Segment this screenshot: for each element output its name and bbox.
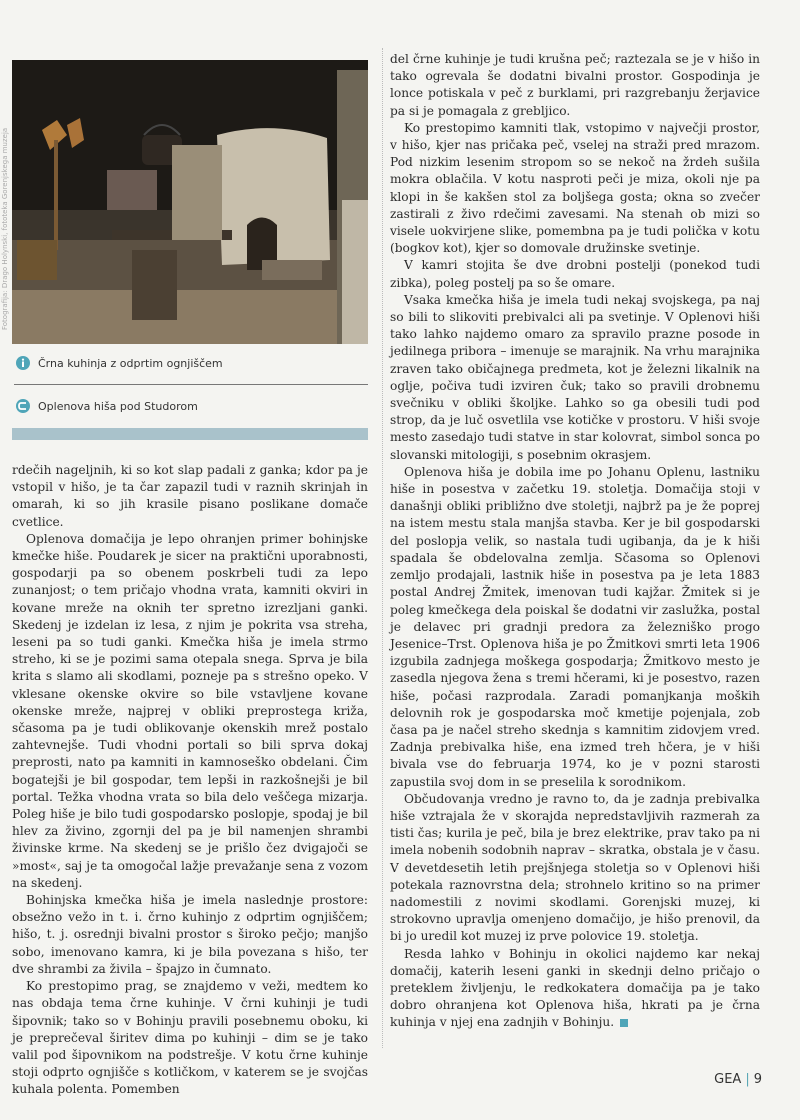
photo-credit: Fotografija: Drago Holynski, fototeka Gorenjskega muzeja	[1, 127, 9, 330]
paragraph: Bohinjska kmečka hiša je imela naslednje prostore: obsežno vežo in t. i. črno kuhinjo z odprtim ognjiščem; hišo, t. j. osrednji bivalni prostor s široko pečjo; manjšo sobo, imenovano kamra, ki je bila povezana s hišo, ter dve shrambi za živila – špajzo in čumnato.	[12, 893, 368, 976]
paragraph: rdečih nageljnih, ki so kot slap padali z ganka; kdor pa je vstopil v hišo, je ta čar zapazil tudi v raznih skrinjah in omarah, ki so jih krasile pisano poslikane domače cvetlice.	[12, 463, 368, 529]
paragraph: Oplenova domačija je lepo ohranjen primer bohinjske kmečke hiše. Poudarek je sicer na praktični uporabnosti, gospodarji pa so obenem poskrbeli tudi za lepo zunanjost; o tem pričajo vhodna vrata, kamniti okviri in kovane mreže na oknih ter spretno izrezljani ganki. Skedenj je izdelan iz lesa, z njim je pokrita vsa streha, leseni pa so tudi ganki. Kmečka hiša je imela strmo streho, ki se je pozimi sama otepala snega. Sprva je bila krita s slamo ali skodlami, pozneje pa s strešno opeko. V vklesane okenske okvire so bile vstavljene kovane okenske mreže, najprej v obliki preprostega križa, sčasoma pa je tudi oblikovanje okenskih mrež postalo zahtevnejše. Tudi vhodni portali so bili sprva dokaj preprosti, nato pa kamniti in kamnoseško obdelani. Čim bogatejši je bil gospodar, tem lepši in razkošnejši je bil portal. Težka vhodna vrata so bila delo veščega mizarja. Poleg hiše je bilo tudi gospodarsko poslopje, spodaj je bil hlev za živino, zgornji del pa je bil namenjen shrambi živinske krme. Na skedenj se je prišlo čez dvigajoči se »most«, saj je ta omogočal lažje prevažanje sena z vozom na skedenj.	[12, 531, 368, 890]
photo-caption-2	[16, 399, 198, 413]
magazine-name: GEA	[714, 1072, 742, 1087]
arrow-turn-icon	[16, 399, 30, 413]
end-mark-icon	[620, 1019, 628, 1027]
kitchen-photo	[12, 60, 368, 344]
left-text-column	[12, 462, 368, 1099]
page-number: 9	[753, 1072, 762, 1087]
paragraph: Ko prestopimo prag, se znajdemo v veži, medtem ko nas obdaja tema črne kuhinje. V črni kuhinji je tudi šipovnik; tako so v Bohinju pravili posebnemu oboku, ki je preprečeval širitev dima po kuhinji – dim se je tako valil pod šipovnikom na podstrešje. V kotu črne kuhinje stoji odprto ognjišče s kotličkom, v katerem se je svojčas kuhala polenta. Pomemben	[12, 979, 368, 1097]
caption-text-2: Oplenova hiša pod Studorom	[38, 399, 198, 413]
info-i-icon	[16, 356, 30, 370]
caption-divider	[14, 384, 368, 385]
right-text-column	[390, 51, 760, 1032]
paragraph: del črne kuhinje je tudi krušna peč; raztezala se je v hišo in tako ogrevala še dodatni bivalni prostor. Gospodinja je lonce potiskala v peč z burklami, pri razgrebanju žerjavice pa si je pomagala z grebljico.	[390, 52, 760, 118]
black-kitchen-illustration	[12, 60, 368, 344]
paragraph: Vsaka kmečka hiša je imela tudi nekaj svojskega, pa naj so bili to slikoviti prebivalci ali pa svetinje. V Oplenovi hiši tako lahko najdemo omaro za spravilo prazne posode in jedilnega pribora – imenuje se marajnik. Na vrhu marajnika zraven tako običajnega predmeta, kot je železni likalnik na oglje, počiva tudi izviren čuk; tako so pravili drobnemu svečniku v obliki školjke. Lahko so ga obesili tudi pod strop, da je luč osvetlila vse kotičke v prostoru. V hiši svoje mesto zasedajo tudi statve in star kolovrat, simbol sonca po slovanski mitologiji, s posebnim okrasjem.	[390, 292, 760, 462]
paragraph-last	[390, 946, 760, 1032]
page-footer	[714, 1072, 762, 1087]
paragraph: Oplenova hiša je dobila ime po Johanu Oplenu, lastniku hiše in posestva v začetku 19. stoletja. Domačija stoji v današnji obliki približno dve stoletji, najbrž pa je že poprej na istem mestu stala manjša stavba. Ker je bil gospodarski del poslopja velik, so nastala tudi ugibanja, da je k hiši spadala še obdelovalna zemlja. Sčasoma so Oplenovi zemljo prodajali, lastnik hiše in posestva pa je leta 1883 postal Andrej Žmitek, imenovan tudi kajžar. Žmitek si je poleg kmečkega dela poiskal še dodatni vir zaslužka, postal je delavec pri gradnji predora za železniško progo Jesenice–Trst. Oplenova hiša je po Žmitkovi smrti leta 1906 izgubila zadnjega moškega gospodarja; Žmitkovo mesto je zasedla njegova žena s tremi hčerami, ki je posestvo, razen hiše, počasi razprodala. Zaradi pomanjkanja moških delovnih rok je gospodarska moč kmetije pojenjala, zob časa pa je načel streho skednja s kamnitim zidovjem vred. Zadnja prebivalka hiše, ena izmed treh hčera, je v hiši bivala vse do februarja 1974, ko je v pozni starosti zapustila svoj dom in se preselila k sorodnikom.	[390, 464, 760, 789]
paragraph-text: Resda lahko v Bohinju in okolici najdemo kar nekaj domačij, katerih leseni ganki in skednji delno pričajo o preteklem življenju, le redkokatera domačija pa je tako dobro ohranjena kot Oplenova hiša, hkrati pa je črna kuhinja v njej ena zadnjih v Bohinju.	[390, 946, 760, 1030]
photo-caption	[16, 356, 223, 370]
paragraph: Občudovanja vredno je ravno to, da je zadnja prebivalka hiše vztrajala že v skorajda nepredstavljivih razmerah za tisti čas; kurila je peč, bila je brez elektrike, prav tako pa ni imela nobenih sodobnih naprav – skratka, obstala je v času. V devetdesetih letih prejšnjega stoletja so v Oplenovi hiši potekala raznovrstna dela; strohnelo kritino so na primer nadomestili z novimi skodlami. Gorenjski muzej, ki strokovno upravlja omenjeno domačijo, je hišo prenovil, da bi jo uredil kot muzej iz prve polovice 19. stoletja.	[390, 791, 760, 944]
accent-bar	[12, 428, 368, 440]
column-divider	[382, 48, 383, 1048]
caption-text: Črna kuhinja z odprtim ognjiščem	[38, 356, 223, 370]
paragraph: Ko prestopimo kamniti tlak, vstopimo v največji prostor, v hišo, kjer nas pričaka peč, vselej na straži pred mrazom. Pod nizkim lesenim stropom so se nekoč na žrdeh sušila mokra oblačila. V kotu nasproti peči je miza, okoli nje pa klopi in še kakšen stol za boljšega gosta; okna so zvečer zastirali z živo rdečimi zavesami. Na stenah ob mizi so visele uokvirjene slike, pomembna pa je tudi polička v kotu (bogkov kot), kjer so domovale družinske svetinje.	[390, 120, 760, 256]
footer-separator: |	[745, 1072, 750, 1087]
paragraph: V kamri stojita še dve drobni postelji (ponekod tudi zibka), poleg postelj pa so še omare.	[390, 258, 760, 290]
